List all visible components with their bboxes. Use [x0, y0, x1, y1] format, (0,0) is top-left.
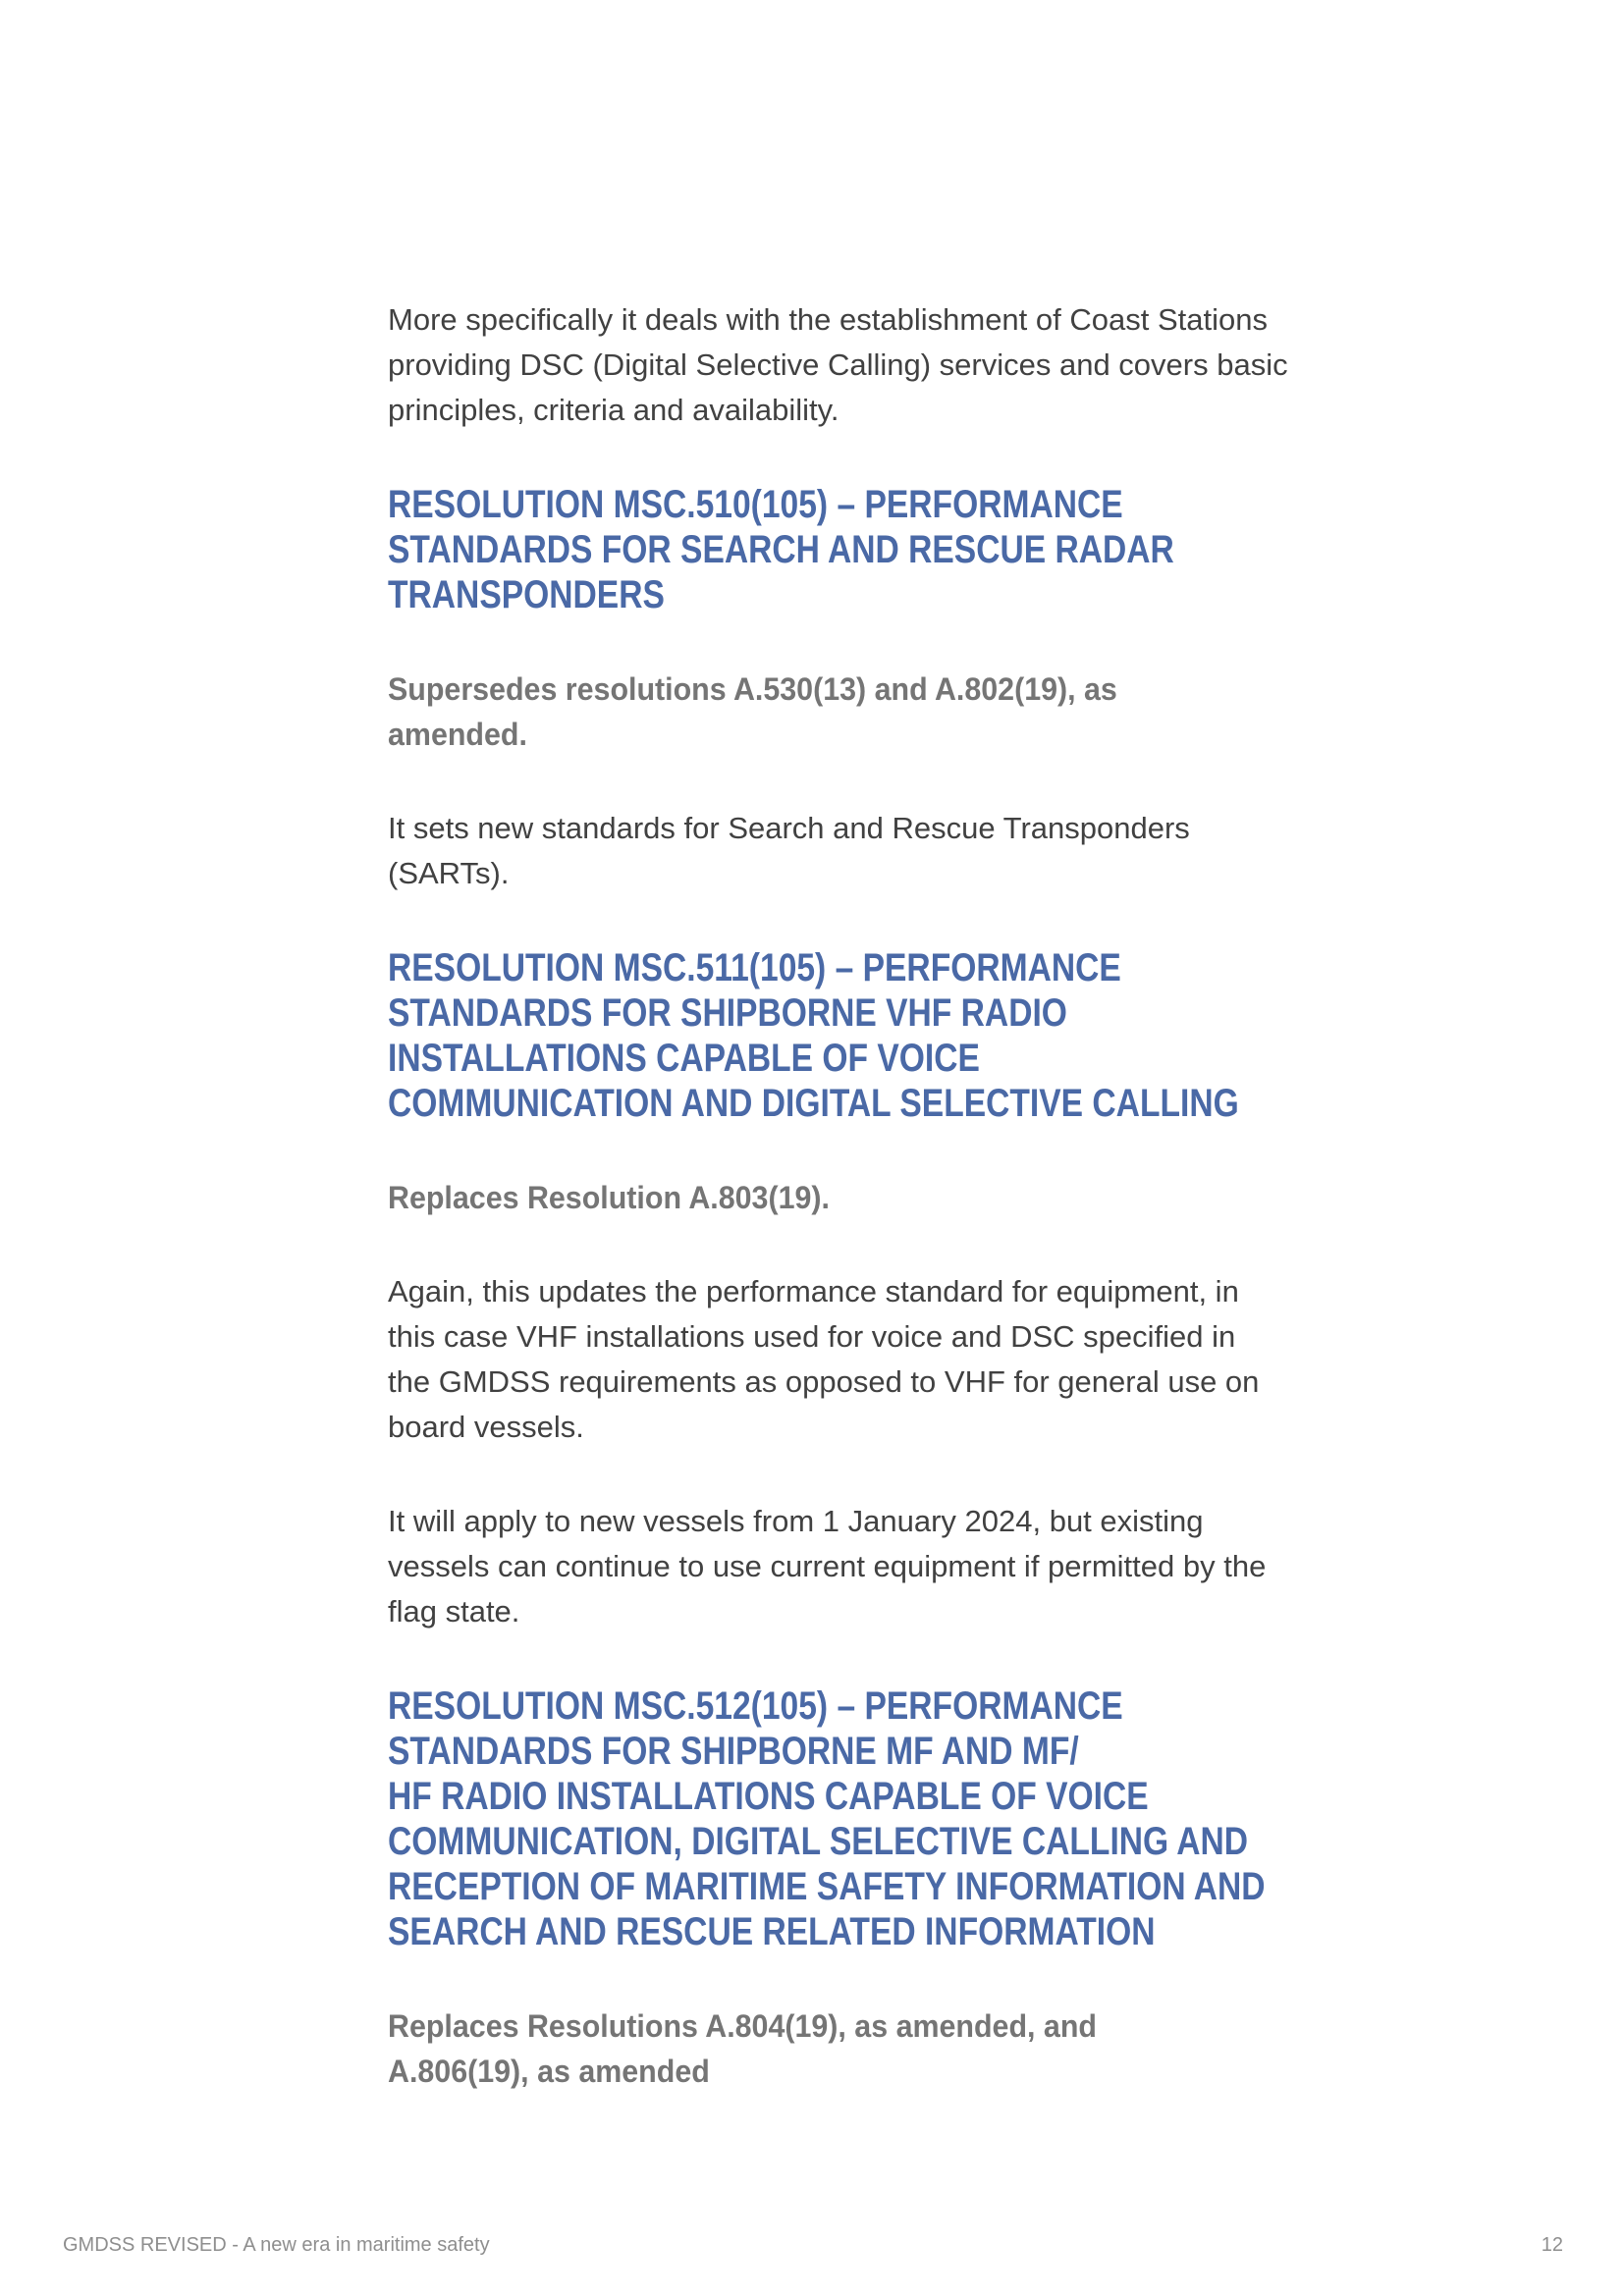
text-line: SEARCH AND RESCUE RELATED INFORMATION: [388, 1910, 1156, 1953]
text-line: RESOLUTION MSC.511(105) – PERFORMANCE: [388, 946, 1121, 989]
text-line: More specifically it deals with the establishment of Coast Stations: [388, 302, 1268, 337]
text-line: It will apply to new vessels from 1 January 2024, but existing: [388, 1504, 1204, 1538]
text-line: this case VHF installations used for voice and DSC specified in: [388, 1319, 1236, 1354]
footer-page-number: 12: [1541, 2234, 1563, 2256]
text-line: RECEPTION OF MARITIME SAFETY INFORMATION AND: [388, 1865, 1266, 1908]
text-line: flag state.: [388, 1594, 520, 1629]
text-line: RESOLUTION MSC.512(105) – PERFORMANCE: [388, 1684, 1123, 1728]
text-line: Again, this updates the performance standard for equipment, in: [388, 1274, 1239, 1308]
text-line: STANDARDS FOR SEARCH AND RESCUE RADAR: [388, 528, 1174, 571]
text-line: HF RADIO INSTALLATIONS CAPABLE OF VOICE: [388, 1775, 1149, 1818]
subheading-replaces-a804-a806: [388, 2003, 1497, 2094]
text-line: A.806(19), as amended: [388, 2054, 710, 2089]
text-line: TRANSPONDERS: [388, 573, 665, 616]
text-line: (SARTs).: [388, 856, 510, 890]
text-line: COMMUNICATION, DIGITAL SELECTIVE CALLING AND: [388, 1820, 1249, 1863]
paragraph-sart-standards: [388, 806, 1497, 896]
text-line: COMMUNICATION AND DIGITAL SELECTIVE CALLING: [388, 1082, 1239, 1125]
paragraph-apply-2024: [388, 1499, 1497, 1634]
text-line: It sets new standards for Search and Rescue Transponders: [388, 811, 1190, 845]
document-content: [388, 297, 1497, 2094]
heading-resolution-msc-511: [388, 945, 1497, 1126]
text-line: principles, criteria and availability.: [388, 393, 839, 427]
text-line: Supersedes resolutions A.530(13) and A.802(19), as: [388, 671, 1117, 707]
text-line: the GMDSS requirements as opposed to VHF for general use on: [388, 1364, 1260, 1399]
paragraph-vhf-update: [388, 1269, 1497, 1450]
subheading-supersedes-a530-a802: [388, 667, 1497, 757]
heading-resolution-msc-512: [388, 1683, 1497, 1954]
text-line: providing DSC (Digital Selective Calling) services and covers basic: [388, 347, 1288, 382]
text-line: RESOLUTION MSC.510(105) – PERFORMANCE: [388, 483, 1123, 526]
footer-title: GMDSS REVISED - A new era in maritime safety: [63, 2234, 490, 2256]
text-line: STANDARDS FOR SHIPBORNE VHF RADIO: [388, 991, 1067, 1035]
intro-paragraph: [388, 297, 1497, 433]
text-line: amended.: [388, 717, 527, 752]
subheading-replaces-a803: [388, 1175, 1497, 1220]
text-line: INSTALLATIONS CAPABLE OF VOICE: [388, 1037, 980, 1080]
text-line: vessels can continue to use current equipment if permitted by the: [388, 1549, 1267, 1583]
heading-resolution-msc-510: [388, 482, 1497, 617]
text-line: Replaces Resolutions A.804(19), as amended, and: [388, 2008, 1097, 2044]
text-line: Replaces Resolution A.803(19).: [388, 1180, 830, 1215]
text-line: board vessels.: [388, 1410, 584, 1444]
text-line: STANDARDS FOR SHIPBORNE MF AND MF/: [388, 1730, 1079, 1773]
